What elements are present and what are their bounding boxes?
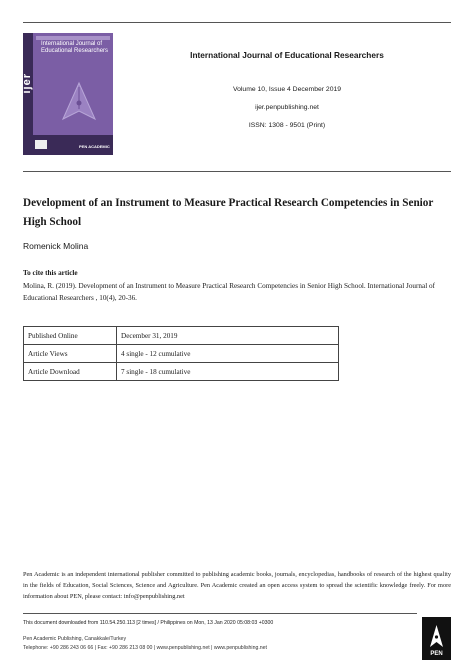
header-rule — [23, 171, 451, 172]
article-title: Development of an Instrument to Measure Practical Research Competencies in Senior High School — [23, 197, 434, 228]
article-author: Romenick Molina — [23, 241, 89, 251]
top-rule — [23, 22, 451, 23]
cover-logo-icon — [35, 140, 47, 149]
cover-top-band — [36, 36, 110, 40]
cover-publisher-mark: PEN ACADEMIC — [79, 144, 110, 149]
stats-value: 4 single - 12 cumulative — [117, 345, 339, 363]
stats-value: December 31, 2019 — [117, 327, 339, 345]
table-row — [24, 345, 339, 363]
table-row — [24, 363, 339, 381]
cover-title: International Journal of Educational Researchers — [41, 41, 109, 54]
citation-heading: To cite this article — [23, 269, 78, 277]
pen-nib-icon — [53, 77, 105, 129]
footer-rule — [23, 613, 417, 614]
cover-vertical-mark: ijer — [21, 73, 33, 94]
publisher-address: Pen Academic Publishing, Canakkale/Turkey — [23, 636, 127, 642]
citation-text: Molina, R. (2019). Development of an Instrument to Measure Practical Research Competencies in Senior High School. International Journal of Educational Researchers , 10(4), 20-36. — [23, 282, 435, 302]
publisher-about: Pen Academic is an independent international publisher committed to publishing academic books, journals, encyclopedias, handbooks of research of the highest quality in the fields of Education, Social Sciences, Science and Agriculture. Pen Academic created an open access system to spread the scientific knowledge freely. For more information about PEN, please contact: info@penpublishing.net — [23, 571, 451, 600]
pen-logo-text: PEN — [430, 651, 443, 657]
stats-value: 7 single - 18 cumulative — [117, 363, 339, 381]
journal-name: International Journal of Educational Researchers — [190, 50, 384, 60]
stats-label: Published Online — [24, 327, 117, 345]
journal-volume: Volume 10, Issue 4 December 2019 — [232, 86, 342, 93]
stats-label: Article Views — [24, 345, 117, 363]
table-row — [24, 327, 339, 345]
pen-logo — [422, 617, 451, 660]
pen-nib-icon — [422, 621, 451, 651]
journal-site-link[interactable]: ijer.penpublishing.net — [255, 104, 319, 111]
download-info: This document downloaded from 110.54.250.113 [2 times] / Philippines on Mon, 13 Jan 2020 05:08:03 +0300 — [23, 620, 274, 626]
stats-label: Article Download — [24, 363, 117, 381]
journal-issn: ISSN: 1308 - 9501 (Print) — [248, 122, 326, 129]
publisher-contact: Telephone: +90 286 243 06 66 | Fax: +90 286 213 08 00 | www.penpublishing.net | www.penpublishing.net — [23, 645, 267, 651]
cover-bottom-band — [23, 135, 113, 155]
article-stats-table — [23, 326, 339, 381]
journal-cover-image — [23, 33, 113, 155]
